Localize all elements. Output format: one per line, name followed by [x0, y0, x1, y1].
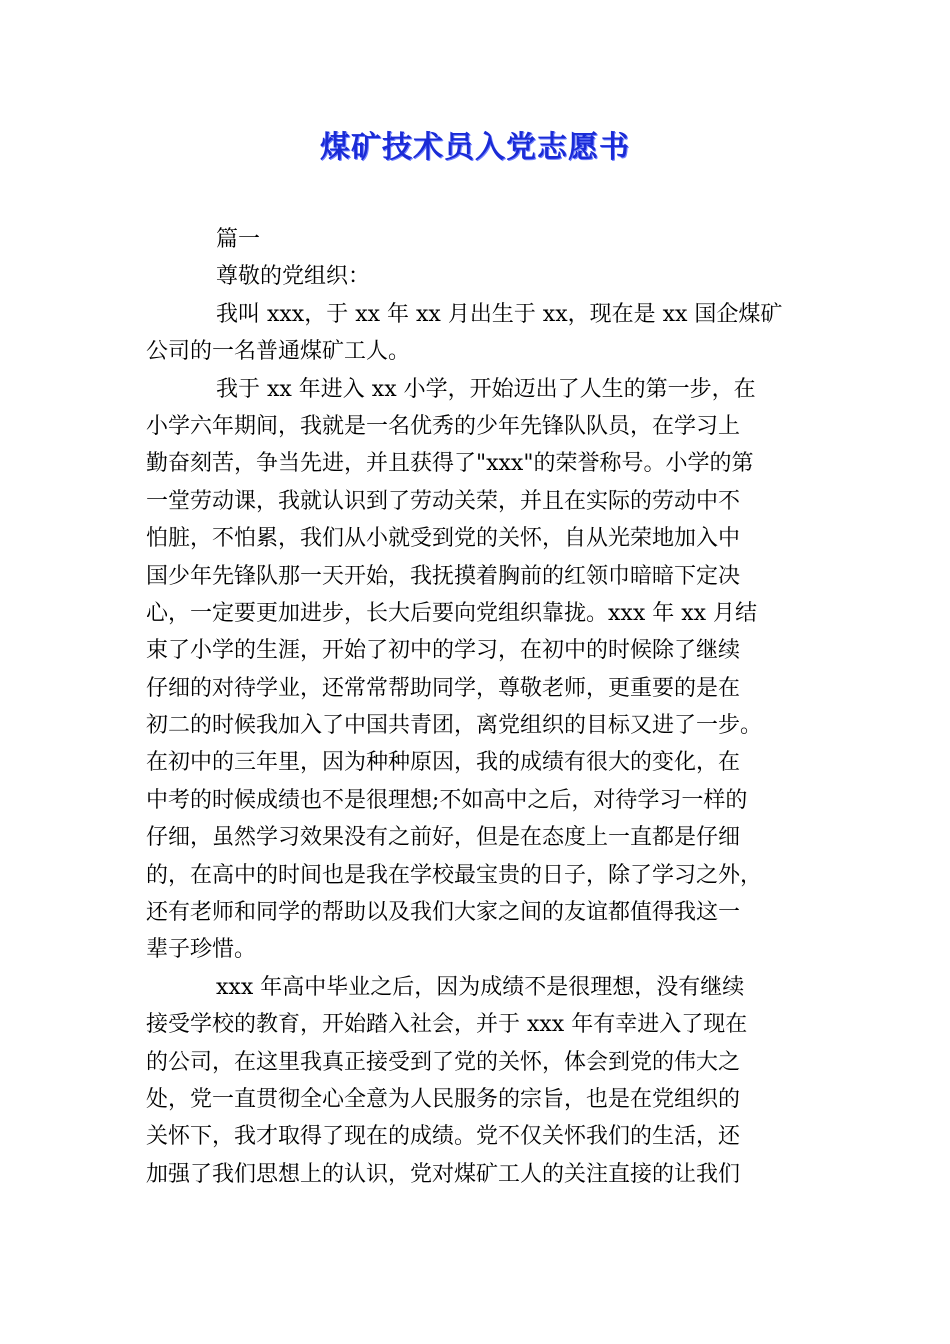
text-line: 公司的一名普通煤矿工人。	[146, 339, 411, 365]
text-line: 加强了我们思想上的认识，党对煤矿工人的关注直接的让我们	[146, 1161, 741, 1187]
text-line: 初二的时候我加入了中国共青团，离党组织的目标又进了一步。	[146, 713, 763, 739]
text-line: xxx 年高中毕业之后，因为成绩不是很理想，没有继续	[216, 974, 745, 1000]
text-line: 篇一	[216, 227, 261, 252]
text-line: 勤奋刻苦，争当先进，并且获得了"xxx"的荣誉称号。小学的第	[146, 451, 754, 477]
text-line: 我叫 xxx，于 xx 年 xx 月出生于 xx，现在是 xx 国企煤矿	[216, 301, 783, 327]
text-line: 我于 xx 年进入 xx 小学，开始迈出了人生的第一步，在	[216, 376, 756, 402]
text-line: 接受学校的教育，开始踏入社会，并于 xxx 年有幸进入了现在	[146, 1012, 748, 1038]
text-line: 处，党一直贯彻全心全意为人民服务的宗旨，也是在党组织的	[146, 1086, 741, 1112]
text-line: 关怀下，我才取得了现在的成绩。党不仅关怀我们的生活，还	[146, 1124, 741, 1150]
text-line: 国少年先锋队那一天开始，我抚摸着胸前的红领巾暗暗下定决	[146, 563, 741, 589]
text-line: 仔细的对待学业，还常常帮助同学，尊敬老师，更重要的是在	[146, 675, 741, 701]
text-line: 辈子珍惜。	[146, 937, 257, 963]
text-line: 仔细，虽然学习效果没有之前好，但是在态度上一直都是仔细	[146, 825, 741, 851]
text-line: 还有老师和同学的帮助以及我们大家之间的友谊都值得我这一	[146, 900, 741, 926]
text-line: 一堂劳动课，我就认识到了劳动关荣，并且在实际的劳动中不	[146, 488, 741, 514]
text-line: 中考的时候成绩也不是很理想;不如高中之后，对待学习一样的	[146, 787, 748, 813]
text-line: 怕脏，不怕累，我们从小就受到党的关怀，自从光荣地加入中	[146, 526, 741, 552]
text-line: 束了小学的生涯，开始了初中的学习，在初中的时候除了继续	[146, 638, 741, 664]
text-line: 尊敬的党组织：	[216, 264, 371, 290]
document-body	[146, 221, 806, 1193]
text-line: 心，一定要更加进步，长大后要向党组织靠拢。xxx 年 xx 月结	[146, 600, 758, 626]
text-line: 的，在高中的时间也是我在学校最宝贵的日子，除了学习之外，	[146, 862, 763, 888]
text-line: 在初中的三年里，因为种种原因，我的成绩有很大的变化，在	[146, 750, 741, 776]
text-line: 的公司，在这里我真正接受到了党的关怀，体会到党的伟大之	[146, 1049, 741, 1075]
text-line: 小学六年期间，我就是一名优秀的少年先锋队队员，在学习上	[146, 413, 741, 439]
document-title: 煤矿技术员入党志愿书	[320, 130, 630, 165]
